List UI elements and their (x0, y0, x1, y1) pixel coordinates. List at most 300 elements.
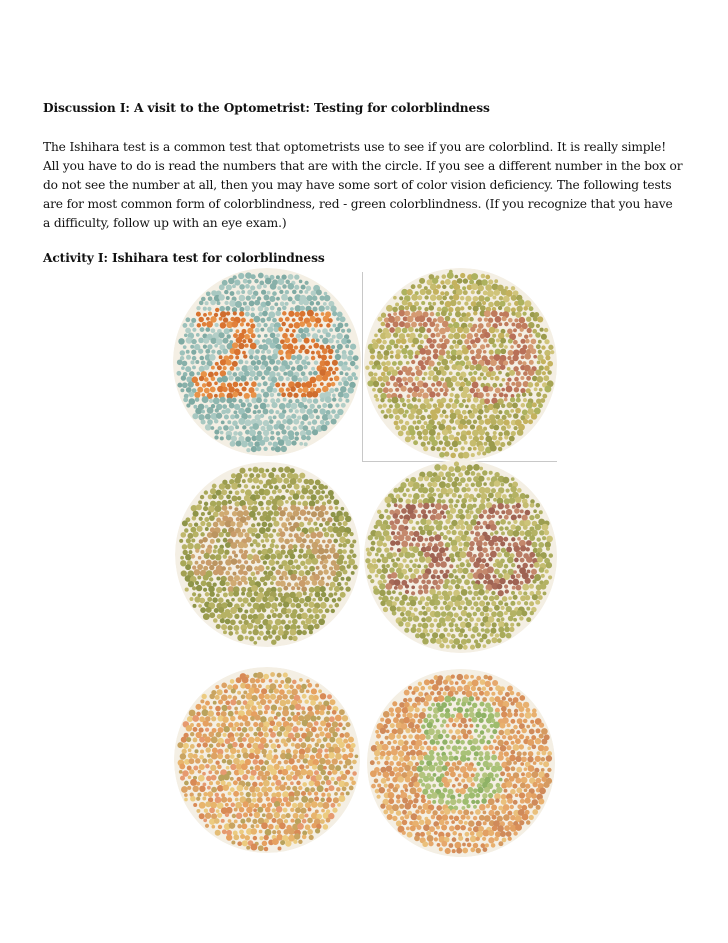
background-dot (292, 803, 297, 808)
background-dot (251, 572, 256, 577)
background-dot (541, 524, 548, 531)
background-dot (186, 538, 191, 543)
background-dot (323, 766, 327, 770)
background-dot (427, 414, 432, 419)
figure-dot (239, 311, 244, 316)
background-dot (229, 403, 235, 409)
background-dot (445, 771, 450, 776)
figure-dot (485, 359, 491, 365)
background-dot (427, 441, 431, 445)
background-dot (428, 487, 434, 493)
figure-dot (523, 371, 528, 376)
background-dot (438, 493, 444, 499)
background-dot (482, 451, 486, 455)
background-dot (491, 371, 496, 376)
figure-dot (424, 538, 428, 542)
background-dot (464, 493, 470, 499)
figure-dot (418, 575, 422, 579)
background-dot (222, 338, 228, 344)
figure-dot (218, 560, 223, 565)
background-dot (444, 365, 450, 371)
figure-dot (288, 323, 293, 328)
background-dot (230, 754, 235, 759)
background-dot (437, 691, 442, 696)
figure-dot (426, 580, 431, 585)
background-dot (312, 598, 316, 602)
background-dot (458, 472, 463, 477)
background-dot (464, 356, 469, 361)
background-dot (426, 289, 432, 295)
background-dot (437, 307, 442, 312)
background-dot (483, 482, 487, 486)
background-dot (466, 815, 470, 819)
background-dot (490, 628, 496, 634)
figure-dot (318, 579, 325, 586)
background-dot (452, 569, 457, 574)
background-dot (445, 832, 450, 837)
background-dot (461, 503, 466, 508)
background-dot (225, 408, 231, 414)
background-dot (281, 803, 285, 807)
figure-dot (476, 762, 480, 766)
background-dot (247, 623, 253, 629)
figure-dot (242, 386, 247, 391)
figure-dot (485, 574, 491, 580)
figure-dot (514, 508, 520, 514)
figure-dot (407, 377, 413, 383)
figure-dot (518, 360, 523, 365)
background-dot (376, 568, 382, 574)
background-dot (223, 630, 227, 634)
background-dot (344, 582, 348, 586)
background-dot (193, 737, 198, 742)
background-dot (482, 470, 487, 475)
background-dot (186, 337, 193, 344)
background-dot (290, 603, 295, 608)
background-dot (300, 495, 305, 500)
background-dot (522, 814, 529, 821)
background-dot (261, 376, 265, 380)
background-dot (307, 706, 313, 712)
background-dot (378, 596, 382, 600)
figure-dot (456, 702, 460, 706)
background-dot (349, 786, 354, 791)
background-dot (344, 561, 348, 565)
background-dot (288, 496, 292, 500)
background-dot (401, 425, 407, 431)
background-dot (262, 596, 268, 602)
figure-dot (417, 766, 424, 773)
background-dot (408, 698, 413, 703)
figure-dot (436, 392, 441, 397)
background-dot (449, 434, 455, 440)
background-dot (326, 410, 331, 415)
background-dot (231, 840, 235, 844)
background-dot (455, 842, 462, 849)
background-dot (451, 558, 456, 563)
background-dot (335, 349, 339, 353)
background-dot (382, 403, 386, 407)
background-dot (547, 768, 551, 772)
background-dot (392, 361, 397, 366)
background-dot (288, 620, 292, 624)
figure-dot (448, 755, 454, 761)
figure-dot (256, 571, 260, 575)
background-dot (485, 622, 491, 628)
background-dot (296, 365, 303, 372)
background-dot (296, 565, 301, 570)
background-dot (420, 415, 426, 421)
figure-dot (290, 386, 296, 392)
background-dot (243, 812, 248, 817)
background-dot (317, 329, 321, 333)
background-dot (234, 477, 240, 483)
background-dot (271, 566, 276, 571)
background-dot (493, 431, 497, 435)
figure-dot (288, 544, 294, 550)
background-dot (414, 745, 419, 750)
background-dot (445, 279, 451, 285)
background-dot (392, 552, 397, 557)
background-dot (508, 698, 512, 702)
figure-dot (422, 573, 428, 579)
background-dot (247, 290, 252, 295)
background-dot (444, 808, 451, 815)
background-dot (452, 493, 457, 498)
figure-dot (329, 378, 333, 382)
background-dot (229, 822, 236, 829)
background-dot (188, 381, 194, 387)
background-dot (498, 436, 502, 440)
figure-dot (494, 712, 500, 718)
background-dot (218, 597, 224, 603)
figure-dot (284, 539, 290, 545)
background-dot (191, 350, 196, 355)
background-dot (480, 612, 485, 617)
background-dot (292, 715, 299, 722)
background-dot (224, 689, 228, 693)
background-dot (192, 413, 198, 419)
ishihara-plate-3 (175, 462, 360, 647)
background-dot (221, 797, 227, 803)
background-dot (290, 554, 296, 560)
background-dot (336, 787, 341, 792)
background-dot (372, 558, 377, 563)
background-dot (482, 366, 489, 373)
background-dot (492, 408, 498, 414)
background-dot (436, 312, 441, 317)
figure-dot (530, 564, 534, 568)
figure-dot (454, 756, 459, 761)
background-dot (228, 711, 234, 717)
background-dot (529, 584, 534, 589)
background-dot (326, 332, 331, 337)
background-dot (230, 620, 236, 626)
background-dot (502, 477, 509, 484)
background-dot (448, 498, 453, 503)
background-dot (523, 398, 527, 402)
background-dot (285, 699, 290, 704)
background-dot (466, 599, 473, 606)
background-dot (285, 677, 292, 684)
background-dot (488, 798, 495, 805)
figure-dot (435, 562, 440, 567)
background-dot (257, 334, 261, 338)
background-dot (227, 684, 232, 689)
background-dot (193, 754, 198, 759)
ishihara-plate-6 (367, 669, 555, 857)
background-dot (309, 301, 314, 306)
background-dot (291, 689, 298, 696)
background-dot (545, 569, 549, 573)
background-dot (535, 369, 541, 375)
paragraph-line: All you have to do is read the numbers that are with the circle. If you see a different number in the box or (43, 159, 683, 174)
background-dot (429, 826, 435, 832)
background-dot (183, 345, 187, 349)
background-dot (458, 723, 463, 728)
background-dot (393, 755, 399, 761)
figure-dot (440, 343, 447, 350)
figure-dot (219, 520, 225, 526)
background-dot (482, 697, 487, 702)
background-dot (208, 722, 212, 726)
figure-dot (313, 343, 319, 349)
background-dot (428, 302, 432, 306)
figure-dot (390, 540, 396, 546)
figure-dot (285, 576, 289, 580)
background-dot (511, 563, 515, 567)
background-dot (255, 618, 261, 624)
background-dot (404, 690, 410, 696)
figure-dot (480, 344, 485, 349)
background-dot (432, 375, 439, 382)
figure-dot (486, 393, 490, 397)
background-dot (398, 408, 405, 415)
figure-dot (520, 328, 524, 332)
background-dot (409, 430, 415, 436)
background-dot (413, 713, 418, 718)
figure-dot (472, 703, 477, 708)
background-dot (269, 720, 275, 726)
background-dot (420, 340, 424, 344)
background-dot (303, 327, 309, 333)
background-dot (244, 473, 248, 477)
background-dot (261, 389, 265, 393)
background-dot (255, 678, 260, 683)
figure-dot (487, 566, 494, 573)
figure-dot (297, 577, 301, 581)
background-dot (506, 831, 512, 837)
background-dot (431, 446, 436, 451)
background-dot (226, 766, 230, 770)
background-dot (273, 424, 279, 430)
figure-dot (251, 392, 257, 398)
background-dot (312, 485, 317, 490)
figure-dot (281, 322, 285, 326)
figure-dot (488, 367, 493, 372)
background-dot (270, 283, 277, 290)
background-dot (214, 770, 219, 775)
background-dot (387, 814, 393, 820)
background-dot (445, 542, 451, 548)
background-dot (382, 744, 389, 751)
background-dot (328, 490, 334, 496)
background-dot (188, 581, 194, 587)
background-dot (409, 519, 414, 524)
background-dot (544, 365, 549, 370)
figure-dot (480, 730, 484, 734)
background-dot (292, 754, 297, 759)
background-dot (272, 467, 277, 472)
background-dot (298, 402, 304, 408)
figure-dot (244, 393, 250, 399)
figure-dot (504, 515, 509, 520)
background-dot (276, 792, 282, 798)
background-dot (532, 594, 538, 600)
background-dot (241, 592, 245, 596)
background-dot (484, 815, 491, 822)
background-dot (223, 538, 228, 543)
background-dot (447, 381, 453, 387)
figure-dot (319, 324, 323, 328)
background-dot (491, 591, 495, 595)
figure-dot (481, 713, 487, 719)
background-dot (472, 408, 478, 414)
figure-dot (298, 388, 303, 393)
background-dot (376, 547, 382, 553)
background-dot (498, 371, 502, 375)
figure-dot (258, 565, 265, 572)
background-dot (500, 519, 506, 525)
background-dot (443, 435, 449, 441)
background-dot (277, 830, 281, 834)
background-dot (283, 372, 287, 376)
figure-dot (230, 580, 237, 587)
background-dot (526, 725, 530, 729)
background-dot (291, 366, 295, 370)
figure-dot (313, 383, 317, 387)
figure-dot (462, 798, 469, 805)
background-dot (231, 598, 235, 602)
background-dot (290, 612, 296, 618)
background-dot (320, 408, 326, 414)
background-dot (481, 274, 486, 279)
figure-dot (472, 738, 478, 744)
background-dot (464, 441, 468, 445)
background-dot (522, 751, 526, 755)
background-dot (256, 371, 262, 377)
background-dot (338, 722, 343, 727)
background-dot (456, 432, 460, 436)
background-dot (230, 414, 235, 419)
figure-dot (433, 353, 439, 359)
background-dot (279, 403, 286, 410)
figure-dot (290, 515, 295, 520)
background-dot (454, 275, 458, 279)
background-dot (226, 398, 232, 404)
background-dot (239, 792, 243, 796)
figure-dot (330, 570, 336, 576)
background-dot (289, 695, 294, 700)
background-dot (403, 755, 410, 762)
background-dot (179, 770, 183, 774)
background-dot (201, 512, 205, 516)
background-dot (195, 581, 199, 585)
background-dot (498, 306, 502, 310)
figure-dot (231, 531, 237, 537)
background-dot (402, 745, 409, 752)
background-dot (452, 426, 456, 430)
background-dot (402, 403, 406, 407)
figure-dot (427, 714, 432, 719)
background-dot (471, 483, 475, 487)
background-dot (532, 809, 538, 815)
figure-dot (239, 383, 243, 387)
background-dot (421, 686, 426, 691)
background-dot (229, 736, 235, 742)
figure-dot (529, 334, 533, 338)
figure-dot (385, 323, 390, 328)
background-dot (483, 595, 488, 600)
figure-dot (243, 543, 248, 548)
background-dot (205, 301, 209, 305)
figure-dot (242, 339, 246, 343)
figure-dot (238, 392, 242, 396)
background-dot (500, 771, 505, 776)
background-dot (305, 570, 311, 576)
background-dot (536, 344, 541, 349)
figure-dot (492, 574, 496, 578)
background-dot (538, 340, 542, 344)
background-dot (526, 820, 530, 824)
plate-dots (173, 268, 361, 456)
background-dot (311, 727, 317, 733)
background-dot (313, 522, 317, 526)
background-dot (226, 334, 230, 338)
figure-dot (440, 713, 445, 718)
background-dot (265, 469, 269, 473)
figure-dot (418, 315, 425, 322)
background-dot (406, 826, 410, 830)
background-dot (496, 521, 501, 526)
background-dot (277, 744, 281, 748)
background-dot (541, 359, 546, 364)
background-dot (264, 835, 269, 840)
background-dot (452, 784, 456, 788)
background-dot (205, 592, 210, 597)
figure-dot (225, 571, 230, 576)
background-dot (467, 586, 471, 590)
figure-dot (244, 581, 248, 585)
figure-dot (445, 327, 451, 333)
background-dot (458, 774, 462, 778)
background-dot (293, 426, 298, 431)
background-dot (199, 813, 205, 819)
background-dot (384, 497, 391, 504)
background-dot (417, 719, 422, 724)
background-dot (274, 699, 279, 704)
background-dot (384, 784, 388, 788)
background-dot (365, 365, 369, 369)
background-dot (305, 747, 311, 753)
background-dot (199, 786, 205, 792)
figure-dot (511, 514, 517, 520)
background-dot (285, 302, 289, 306)
background-dot (260, 328, 264, 332)
paragraph-line: a difficulty, follow up with an eye exam.) (43, 216, 287, 231)
figure-dot (234, 507, 238, 511)
background-dot (265, 515, 272, 522)
